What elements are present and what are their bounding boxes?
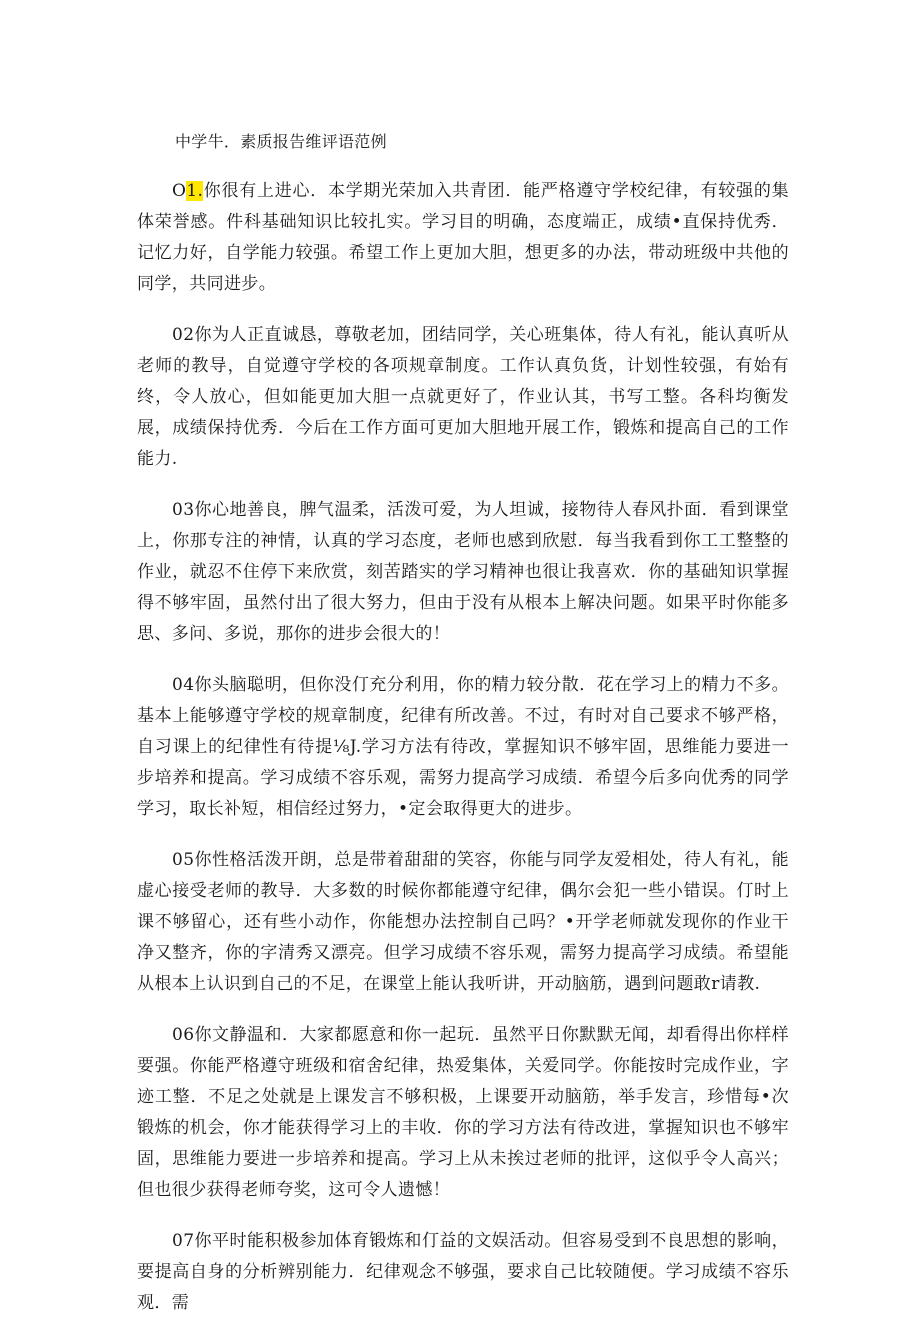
comment-paragraph-06: 06你文静温和．大家都愿意和你一起玩．虽然平日你默默无闻，却看得出你样样要强。你能严格遵守班级和宿舍纪律，热爱集体，关爱同学。你能按时完成作业，字迹工整．不足之处就是上课发言不够积极，上课要开动脑筋，举手发言，珍惜每•次锻炼的机会，你才能获得学习上的丰收．你的学习方法有待改进，掌握知识也不够牢固，思维能力要进一步培养和提高。学习上从未挨过老师的批评，这似乎令人高兴；但也很少获得老师夸奖，这可令人遗憾！	[137, 1025, 789, 1200]
comment-paragraph-07: 07你平时能积极参加体育锻炼和仃益的文娱活动。但容易受到不良思想的影响，要提高自身的分析辨别能力．纪律观念不够强，要求自己比较随便。学习成绩不容乐观．需	[137, 1231, 789, 1313]
document-body	[137, 176, 789, 1339]
comment-paragraph-05: 05你性格活泼开朗，总是带着甜甜的笑容，你能与同学友爱相处，待人有礼，能虚心接受老师的教导．大多数的时候你都能遵守纪律，偶尔会犯一些小错误。仃时上课不够留心，还有些小动作，你能想办法控制自己吗？•开学老师就发现你的作业干净又整齐，你的字清秀又漂亮。但学习成绩不容乐观，需努力提高学习成绩。希望能从根本上认识到自己的不足，在课堂上能认我听讲，开动脑筋，遇到问题敢r请教.	[137, 850, 789, 994]
document-title: 中学牛．素质报告维评语范例	[175, 132, 387, 151]
comment-paragraph-04: 04你头脑聪明，但你没仃充分利用，你的精力较分散．花在学习上的精力不多。基本上能够遵守学校的规章制度，纪律有所改善。不过，有时对自己要求不够严格，自习课上的纪律性有待提⅛J.学习方法有待改，掌握知识不够牢固，思维能力要进一步培养和提高。学习成绩不容乐观，需努力提高学习成绩．希望今后多向优秀的同学学习，取长补短，相信经过努力，•定会取得更大的进步。	[137, 675, 789, 819]
comment-paragraph-01	[137, 176, 789, 300]
comment-number-prefix: O	[172, 181, 187, 201]
comment-text: 你很有上进心．本学期光荣加入共青团．能严格遵守学校纪律，有较强的集体荣誉感。件科基础知识比较扎实。学习目的明确，态度端正，成绩•直保持优秀．记忆力好，自学能力较强。希望工作上更加大胆，想更多的办法，带动班级中共他的同学，共同进步。	[137, 181, 789, 294]
comment-paragraph-03: 03你心地善良，脾气温柔，活泼可爱，为人坦诚，接物待人春风扑面．看到课堂上，你那专注的神情，认真的学习态度，老师也感到欣慰．每当我看到你工工整整的作业，就忍不住停下来欣赏，刻苦踏实的学习精神也很让我喜欢．你的基础知识掌握得不够牢固，虽然付出了很大努力，但由于没有从根本上解决问题。如果平时你能多思、多问、多说，那你的进步会很大的！	[137, 500, 789, 644]
comment-paragraph-02: 02你为人正直诚恳，尊敬老加，团结同学，关心班集体，待人有礼，能认真听从老师的教导，自觉遵守学校的各项规章制度。工作认真负货，计划性较强，有始有终，令人放心，但如能更加大胆一点就更好了，作业认其，书写工整。各科均衡发展，成绩保持优秀．今后在工作方面可更加大胆地开展工作，锻炼和提高自己的工作能力.	[137, 325, 789, 469]
highlighted-number: 1.	[186, 181, 204, 201]
